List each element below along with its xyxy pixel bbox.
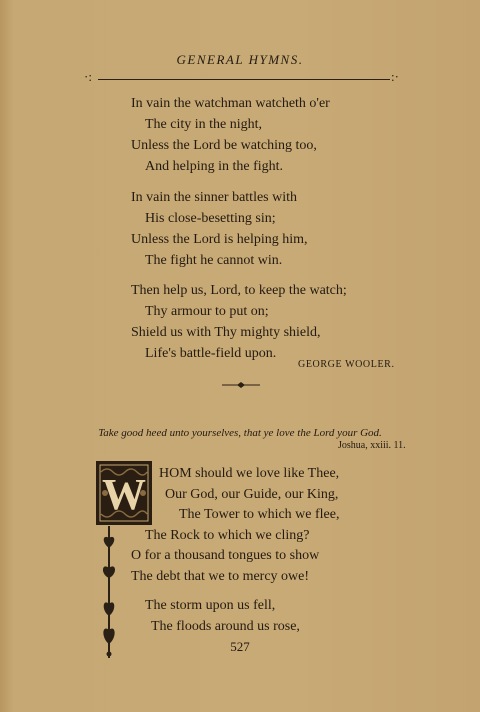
verse-line: Thy armour to put on;: [145, 304, 269, 319]
verse-line: O for a thousand tongues to show: [131, 548, 320, 563]
head-rule: [98, 79, 390, 80]
page-number: 527: [230, 639, 250, 654]
stanza-1: [131, 93, 330, 177]
verse-line: The fight he cannot win.: [145, 253, 283, 268]
verse-line: HOM should we love like Thee,: [159, 466, 340, 481]
verse-line: The city in the night,: [145, 117, 263, 132]
verse-line: And helping in the fight.: [145, 159, 284, 174]
verse-line: The Rock to which we cling?: [145, 527, 310, 543]
verse-line: Then help us, Lord, to keep the watch;: [131, 283, 347, 298]
verse-line: Shield us with Thy mighty shield,: [131, 325, 321, 340]
verse-line: Unless the Lord be watching too,: [131, 138, 317, 153]
verse-line: The debt that we to mercy owe!: [131, 568, 310, 584]
hymn-2-stanza-1: [131, 464, 339, 587]
running-head: GENERAL HYMNS.: [176, 52, 304, 67]
head-ornament-left: ·:: [84, 69, 92, 84]
verse-line: In vain the sinner battles with: [131, 190, 298, 205]
epigraph-reference: Joshua, xxiii. 11.: [338, 440, 406, 451]
stanza-2: [131, 187, 308, 271]
verse-line: The floods around us rose,: [151, 619, 300, 634]
verse-line: Life's battle-field upon.: [145, 346, 277, 361]
verse-line: Our God, our Guide, our King,: [165, 486, 339, 502]
drop-cap-letter: W: [102, 470, 146, 519]
verse-line: The storm upon us fell,: [145, 598, 276, 613]
section-divider-icon: [222, 379, 260, 391]
hymn-author: GEORGE WOOLER.: [298, 359, 395, 370]
verse-line: The Tower to which we flee,: [179, 507, 340, 522]
hymn-2-stanza-2: [131, 595, 300, 637]
stanza-3: [131, 280, 347, 364]
verse-line: Unless the Lord is helping him,: [131, 232, 308, 247]
epigraph: Take good heed unto yourselves, that ye love the Lord your God.: [98, 427, 382, 439]
head-ornament-right: :·: [391, 69, 399, 84]
verse-line: His close-besetting sin;: [145, 211, 276, 226]
verse-line: In vain the watchman watcheth o'er: [131, 96, 330, 111]
